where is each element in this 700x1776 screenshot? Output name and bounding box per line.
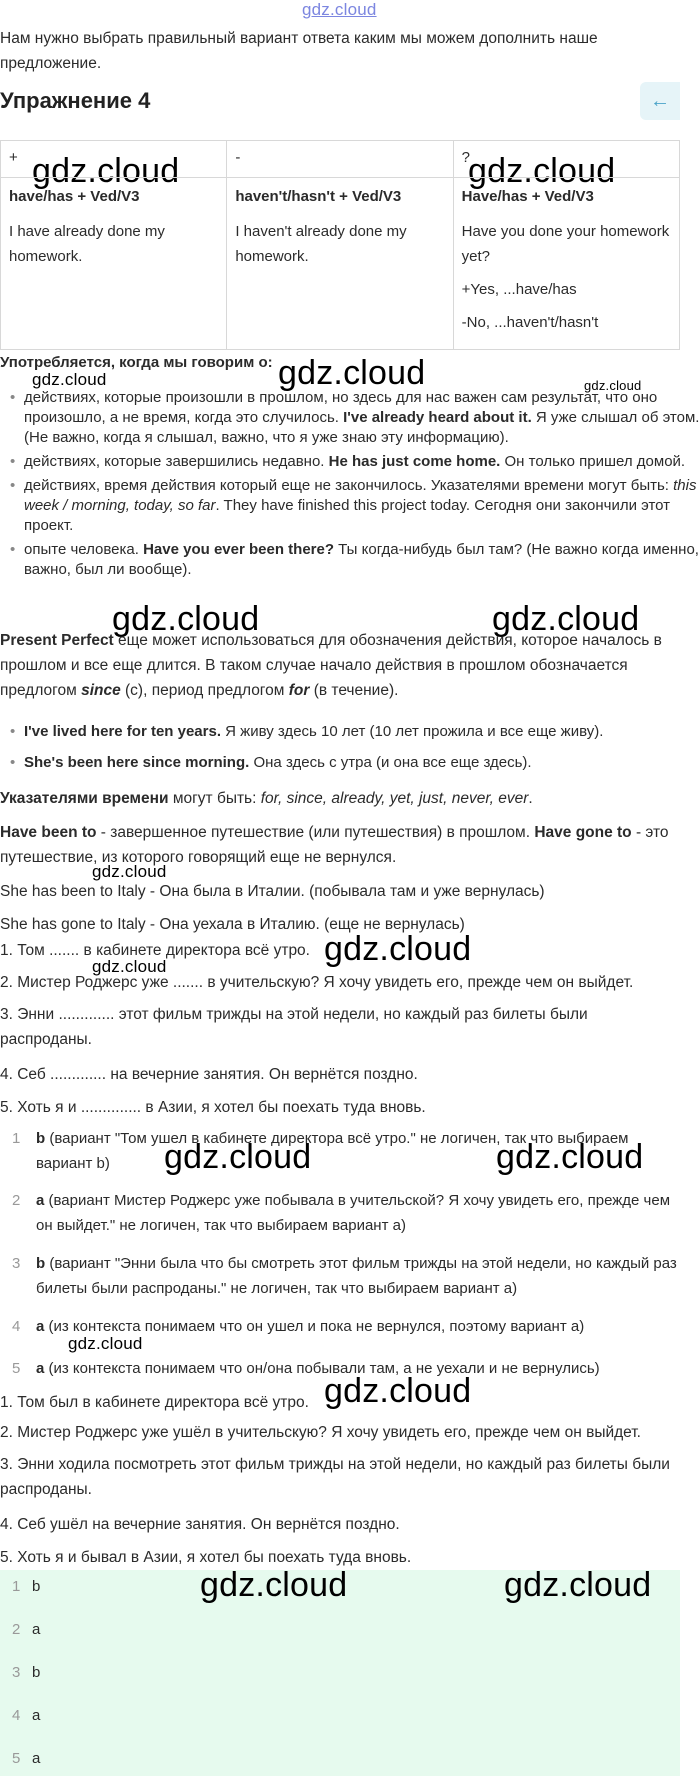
- task-line: 2. Мистер Роджерс уже ....... в учительскую? Я хочу увидеть его, прежде чем он выйдет.: [0, 974, 634, 991]
- translation-line: 2. Мистер Роджерс уже ушёл в учительскую? Я хочу увидеть его, прежде чем он выйдет.: [0, 1424, 641, 1441]
- answer-item: 4 a (из контекста понимаем что он ушел и пока не вернулся, поэтому вариант а): [12, 1318, 585, 1335]
- list-item: • действиях, которые завершились недавно. He has just come home. Он только пришел домой.: [24, 452, 700, 472]
- time-markers: Указателями времени могут быть: for, since, already, yet, just, never, ever.: [0, 790, 533, 807]
- list-item: • действиях, время действия который еще не закончилось. Указателями времени могут быть: this week / morning, today, so far. They have finished this project today. Сегодня они закончили этот проект.: [24, 476, 700, 536]
- example-line: She has been to Italy - Она была в Италии. (побывала там и уже вернулась): [0, 883, 545, 900]
- watermark: gdz.cloud: [584, 378, 642, 393]
- formula-question: Have/has + Ved/V3: [461, 188, 594, 205]
- table-cell: [227, 178, 453, 350]
- watermark: gdz.cloud: [32, 370, 107, 389]
- task-line: 4. Себ ............. на вечерние занятия. Он вернётся поздно.: [0, 1066, 418, 1083]
- watermark: gdz.cloud: [92, 957, 167, 976]
- list-item: • I've lived here for ten years. Я живу здесь 10 лет (10 лет прожила и все еще живу).: [24, 718, 700, 745]
- table-cell: [1, 178, 227, 350]
- answer-item: 2 a (вариант Мистер Роджерс уже побывала в учительской? Я хочу увидеть его, прежде чем он выйдет." не логичен, так что выбираем вариант а): [12, 1192, 671, 1234]
- watermark: gdz.cloud: [492, 600, 640, 638]
- arrow-left-icon: ←: [650, 89, 670, 112]
- formula-affirmative: have/has + Ved/V3: [9, 188, 140, 205]
- present-perfect-paragraph: Present Perfect еще может использоваться для обозначения действия, которое началось в прошлом и все еще длится. В таком случае начало действия в прошлом обозначается предлогом since (с), период предлогом for (в течение).: [0, 632, 662, 699]
- watermark-top: gdz.cloud: [302, 0, 377, 19]
- example-text: Have you done your homework yet?: [461, 223, 670, 265]
- translation-line: 5. Хоть я и бывал в Азии, я хотел бы поехать туда вновь.: [0, 1549, 412, 1566]
- rule-table: [0, 140, 680, 350]
- watermark: gdz.cloud: [324, 930, 472, 968]
- watermark: gdz.cloud: [112, 600, 260, 638]
- watermark: gdz.cloud: [68, 1334, 143, 1353]
- example-text: +Yes, ...have/has: [461, 281, 577, 298]
- example-text: -No, ...haven't/hasn't: [461, 314, 599, 331]
- table-header: ?: [453, 141, 679, 178]
- examples-list: [0, 718, 700, 780]
- intro-text: Нам нужно выбрать правильный вариант ответа каким мы можем дополнить наше предложение.: [0, 30, 598, 72]
- watermark: gdz.cloud: [278, 354, 426, 392]
- translation-line: 1. Том был в кабинете директора всё утро.: [0, 1394, 309, 1411]
- watermark: gdz.cloud: [32, 152, 180, 190]
- back-button[interactable]: [640, 82, 680, 120]
- task-line: 3. Энни ............. этот фильм трижды на этой недели, но каждый раз билеты были распроданы.: [0, 1006, 588, 1048]
- watermark: gdz.cloud: [92, 862, 167, 881]
- been-gone-paragraph: Have been to - завершенное путешествие (или путешествия) в прошлом. Have gone to - это путешествие, из которого говорящий еще не вернулся.: [0, 824, 669, 866]
- example-text: I have already done my homework.: [9, 223, 165, 265]
- task-line: 5. Хоть я и .............. в Азии, я хотел бы поехать туда вновь.: [0, 1099, 426, 1116]
- list-item: • She's been here since morning. Она здесь с утра (и она все еще здесь).: [24, 749, 700, 776]
- translation-line: 4. Себ ушёл на вечерние занятия. Он вернётся поздно.: [0, 1516, 400, 1533]
- usage-title: Употребляется, когда мы говорим о:: [0, 354, 273, 371]
- page-title: Упражнение 4: [0, 88, 151, 113]
- watermark: gdz.cloud: [164, 1138, 312, 1176]
- list-item: • действиях, которые произошли в прошлом, но здесь для нас важен сам результат, что оно произошло, а не время, когда это случилось. I've already heard about it. Я уже слышал об этом. (Не важно, когда я слышал, важно, что я уже знаю эту информацию).: [24, 388, 700, 448]
- answer-item: 3 b (вариант "Энни была что бы смотреть этот фильм трижды на этой недели, но каждый раз билеты были распроданы." не логичен, так что выбираем вариант а): [12, 1255, 677, 1297]
- usage-list: [0, 388, 700, 584]
- table-cell: [453, 178, 679, 350]
- example-line: She has gone to Italy - Она уехала в Италию. (еще не вернулась): [0, 916, 465, 933]
- task-line: 1. Том ....... в кабинете директора всё утро.: [0, 942, 310, 959]
- formula-negative: haven't/hasn't + Ved/V3: [235, 188, 402, 205]
- list-item: • опыте человека. Have you ever been there? Ты когда-нибудь был там? (Не важно когда именно, важно, был ли вообще).: [24, 540, 700, 580]
- table-header: -: [227, 141, 453, 178]
- answer-item: 1 b (вариант "Том ушел в кабинете директора всё утро." не логичен, так что выбираем вариант b): [12, 1130, 629, 1172]
- table-header: +: [1, 141, 227, 178]
- answer-item: 5 a (из контекста понимаем что он/она побывали там, а не уехали и не вернулись): [12, 1360, 600, 1377]
- watermark: gdz.cloud: [496, 1138, 644, 1176]
- example-text: I haven't already done my homework.: [235, 223, 407, 265]
- watermark: gdz.cloud: [200, 1566, 348, 1604]
- watermark: gdz.cloud: [324, 1372, 472, 1410]
- translation-line: 3. Энни ходила посмотреть этот фильм трижды на этой недели, но каждый раз билеты были распроданы.: [0, 1456, 670, 1498]
- watermark: gdz.cloud: [504, 1566, 652, 1604]
- watermark: gdz.cloud: [468, 152, 616, 190]
